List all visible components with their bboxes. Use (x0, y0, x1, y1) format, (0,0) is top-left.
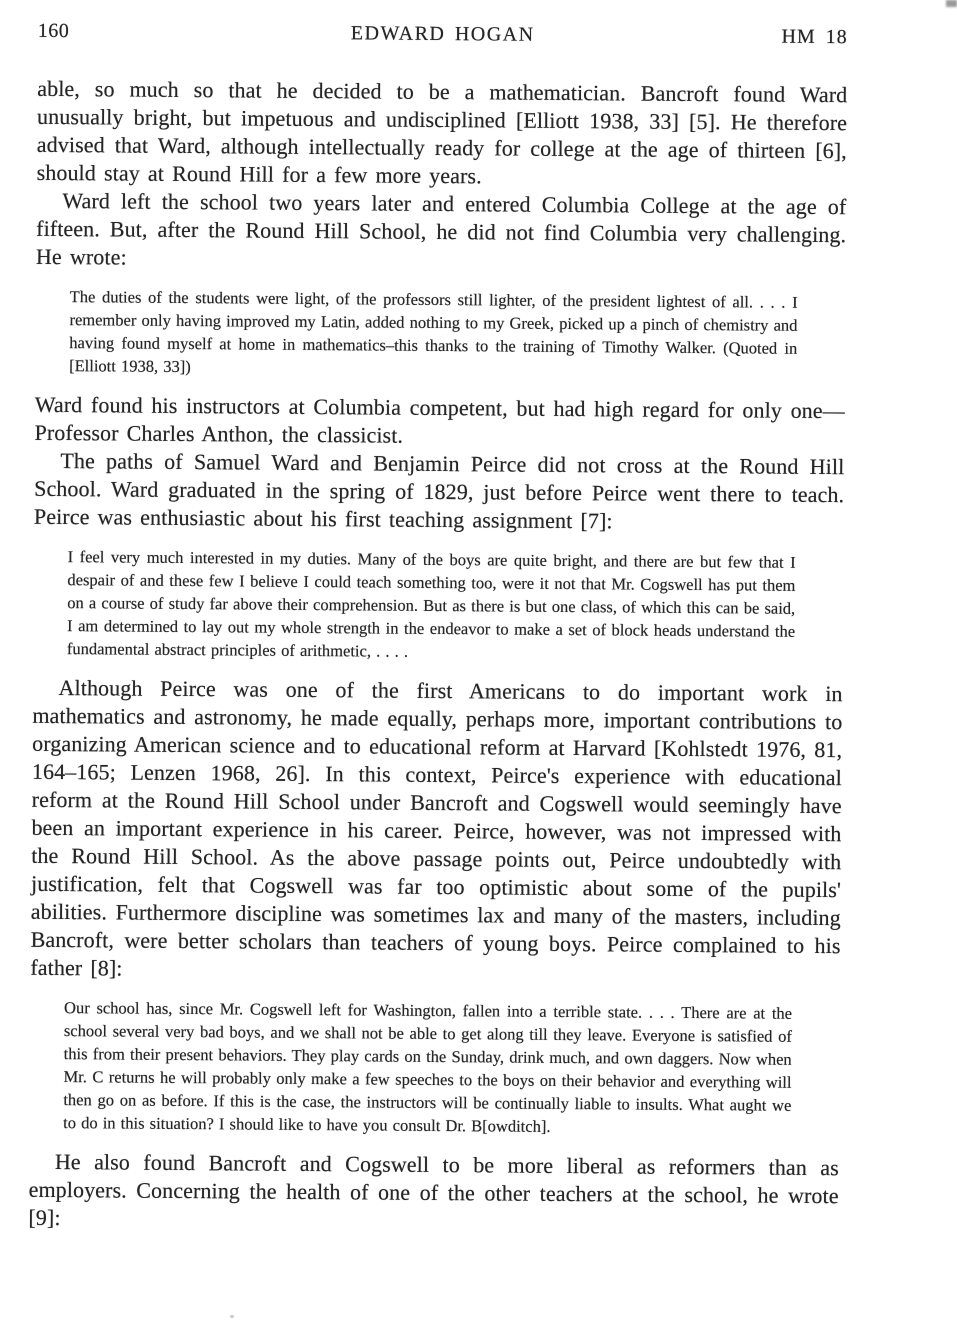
paragraph: Ward left the school two years later and entered Columbia College at the age of fifteen. But, after the Round Hill School, he did not find Columbia very challenging. He wrote: (35, 188, 847, 270)
running-header (38, 20, 848, 49)
paragraph: Although Peirce was one of the first Americans to do important work in mathematics and astronomy, he made equally, perhaps more, important contributions to organizing American science and to educational reform at Harvard [Kohlstedt 1976, 81, 164–165; Lenzen 1968, 26]. In this context, Peirce's experience with educational reform at the Round Hill School under Bancroft and Cogswell would seemingly have been an important experience in his career. Peirce, however, was not impressed with the Round Hill School. As the above passage points out, Peirce undoubtedly with justification, felt that Cogswell was far too optimistic about some of the pupils' abilities. Furthermore discipline was sometimes lax and many of the masters, including Bancroft, were better scholars than teachers of young boys. Peirce complained to his father [8]: (30, 675, 843, 981)
running-title: EDWARD HOGAN (350, 22, 535, 46)
paragraph: The paths of Samuel Ward and Benjamin Peirce did not cross at the Round Hill School. Ward graduated in the spring of 1829, just before Peirce went there to teach. Peirce was enthusiastic about his first teaching assignment [7]: (33, 448, 845, 534)
block-quote: Our school has, since Mr. Cogswell left for Washington, fallen into a terrible state. . . . There are at the school several very bad boys, and we shall not be able to get along till they leave. Everyone is satisfied of this from their present behaviors. They play cards on the Sunday, drink much, and own daggers. Now when Mr. C returns he will probably only make a few speeches to the boys on their behavior and everything will then go on as before. If this is the case, the instructors will be continually liable to insults. What aught we to do in this situation? I should like to have you consult Dr. B[owditch]. (63, 998, 793, 1136)
page-number: 160 (37, 19, 70, 43)
paragraph: He also found Bancroft and Cogswell to be more liberal as reformers than as employers. Concerning the health of one of the other teachers at the school, he wrote [9]: (28, 1148, 839, 1231)
scan-artifact-corner (946, 0, 957, 7)
paragraph: Ward found his instructors at Columbia competent, but had high regard for only one—Professor Charles Anthon, the classicist. (34, 391, 845, 448)
block-quote: I feel very much interested in my duties. Many of the boys are quite bright, and there are but few that I despair of and these few I believe I could teach something too, were it not that Mr. Cogswell has put them on a course of study far above their comprehension. But as there is but one class, of which this can be said, I am determined to lay out my whole strength in the endeavor to make a set of block heads understand the fundamental abstract principles of arithmetic, . . . . (66, 547, 796, 661)
scan-artifact-smudge (230, 1315, 234, 1318)
journal-ref: HM 18 (781, 25, 848, 49)
paragraph: able, so much so that he decided to be a mathematician. Bancroft found Ward unusually bright, but impetuous and undisciplined [Elliott 1938, 33] [5]. He therefore advised that Ward, although intellectually ready for college at the age of thirteen [6], should stay at Round Hill for a few more years. (36, 75, 848, 189)
block-quote: The duties of the students were light, of the professors still lighter, of the president lightest of all. . . . I remember only having improved my Latin, added nothing to my Greek, picked up a pinch of chemistry and having found myself at home in mathematics–this thanks to the training of Timothy Walker. (Quoted in [Elliott 1938, 33]) (69, 287, 798, 377)
